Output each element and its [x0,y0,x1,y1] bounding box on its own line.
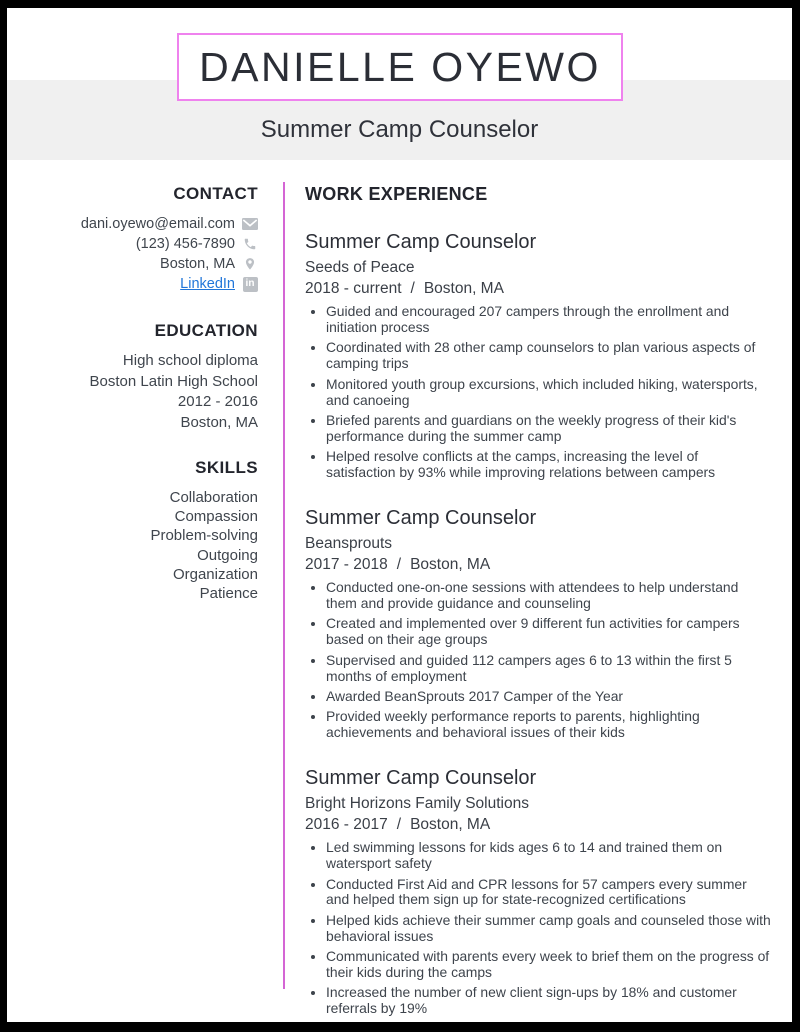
contact-email-row [37,214,258,234]
location-pin-icon [242,256,258,272]
dates-separator: / [396,556,402,574]
job-bullet: • Awarded BeanSprouts 2017 Camper of the Year [326,689,771,705]
job-bullet-list [305,840,771,1017]
job-location: Boston, MA [423,280,504,297]
job-bullet: • Provided weekly performance reports to parents, highlighting achievements and behavioral issues of their kids [326,709,771,741]
contact-phone-row [37,234,258,254]
skill-item: Problem-solving [150,527,258,545]
name-box [177,33,623,101]
job-bullet: • Conducted one-on-one sessions with attendees to help understand them and provide guidance and counseling [326,580,771,612]
job-bullet: • Helped kids achieve their summer camp goals and counseled those with behavioral issues [326,913,771,945]
job-company: Bright Horizons Family Solutions [305,795,529,813]
job-title: Summer Camp Counselor [305,231,537,253]
sidebar [37,184,258,603]
job-dates: 2018 - current [305,280,402,297]
job-bullet-list [305,580,771,741]
job-location: Boston, MA [410,556,491,574]
job-dates: 2016 - 2017 [305,816,388,834]
job-bullet: • Created and implemented over 9 different fun activities for campers based on their age groups [326,616,771,648]
dates-separator: / [396,816,402,834]
job-entry [305,506,771,741]
education-section [37,321,258,433]
email-icon [242,216,258,232]
job-location: Boston, MA [410,816,491,834]
job-bullet-list [305,304,771,481]
work-experience-section [305,184,771,1022]
phone-icon [242,236,258,252]
education-location: Boston, MA [180,413,258,431]
education-school: Boston Latin High School [89,372,258,390]
linkedin-link[interactable]: LinkedIn [180,276,235,292]
job-bullet: • Led swimming lessons for kids ages 6 to 14 and trained them on watersport safety [326,840,771,872]
phone-value: (123) 456-7890 [135,236,235,252]
job-entry [305,230,771,481]
job-bullet: • Monitored youth group excursions, which included hiking, watersports, and canoeing [326,377,771,409]
job-company: Beansprouts [305,535,393,553]
job-bullet: • Supervised and guided 112 campers ages 6 to 13 within the first 5 months of employment [326,653,771,685]
contact-location-row [37,254,258,274]
skill-item: Patience [199,585,258,603]
dates-separator: / [410,280,415,297]
skill-item: Compassion [174,508,258,526]
job-title: Summer Camp Counselor [305,767,537,790]
resume-page [7,8,792,1022]
job-entry [305,766,771,1017]
skills-section [37,458,258,603]
skill-item: Organization [172,565,258,583]
contact-linkedin-row [37,274,258,294]
education-heading: EDUCATION [154,321,258,340]
job-dates: 2017 - 2018 [305,556,388,574]
skills-heading: SKILLS [195,458,258,477]
job-bullet: • Increased the number of new client sign-ups by 18% and customer referrals by 19% [326,985,771,1017]
job-bullet: • Guided and encouraged 207 campers through the enrollment and initiation process [326,304,771,336]
linkedin-icon: in [242,276,258,292]
work-experience-heading: WORK EXPERIENCE [305,184,488,204]
education-dates: 2012 - 2016 [177,393,258,410]
job-dates-location [305,815,771,834]
job-title: Summer Camp Counselor [305,507,537,530]
education-degree: High school diploma [122,352,258,369]
job-company: Seeds of Peace [305,259,415,276]
job-bullet: • Coordinated with 28 other camp counselors to plan various aspects of camping trips [326,340,771,372]
job-bullet: • Briefed parents and guardians on the weekly progress of their kid's performance during the summer camp [326,413,771,445]
email-value: dani.oyewo@email.com [80,216,235,232]
skill-item: Collaboration [169,489,258,506]
accent-divider [283,182,285,989]
job-dates-location [305,555,771,574]
job-bullet: • Helped resolve conflicts at the camps, increasing the level of satisfaction by 93% while improving relations between campers [326,449,771,481]
job-dates-location [305,279,771,298]
resume-job-title: Summer Camp Counselor [260,116,539,143]
job-bullet: • Conducted First Aid and CPR lessons for 57 campers every summer and helped them sign up for state-recognized certifications [326,877,771,909]
location-value: Boston, MA [160,256,235,272]
skill-item: Outgoing [197,546,258,564]
person-name: DANIELLE OYEWO [199,43,601,90]
job-bullet: • Communicated with parents every week to brief them on the progress of their kids during the camps [326,949,771,981]
contact-heading: CONTACT [173,184,258,203]
